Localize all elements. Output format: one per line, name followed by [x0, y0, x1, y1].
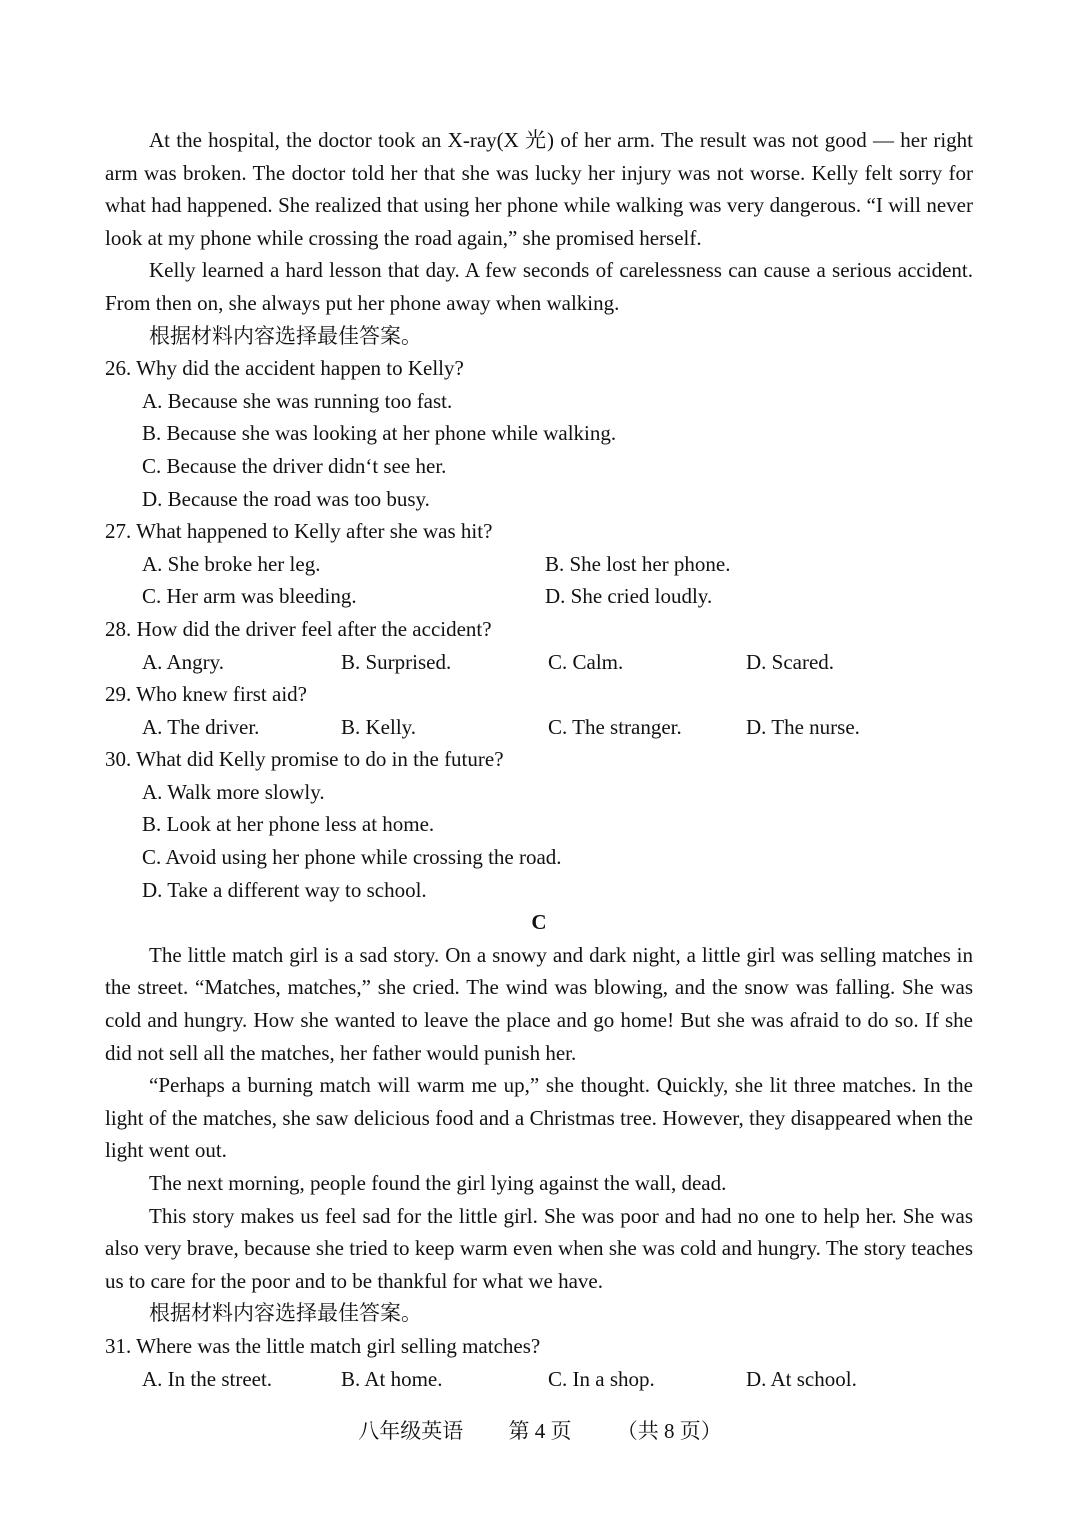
answer-option: D. Because the road was too busy.: [142, 486, 430, 511]
answer-option: D. Take a different way to school.: [142, 877, 427, 902]
exam-page-body: [105, 124, 973, 1395]
question-stem: 29. Who knew first aid?: [105, 682, 307, 707]
question-stem: 28. How did the driver feel after the accident?: [105, 616, 492, 641]
answer-option-row: [105, 1363, 973, 1396]
answer-option-row: [105, 580, 973, 613]
instruction-text: 根据材料内容选择最佳答案。: [149, 1301, 422, 1326]
answer-option: A. Because she was running too fast.: [142, 388, 453, 413]
answer-option: A. She broke her leg.: [142, 551, 321, 576]
answer-option: C. The stranger.: [548, 714, 682, 739]
answer-option: A. The driver.: [142, 714, 260, 739]
answer-option: C. Because the driver didn‘t see her.: [142, 453, 447, 478]
answer-option: B. She lost her phone.: [545, 551, 731, 576]
question-stem: 30. What did Kelly promise to do in the future?: [105, 747, 504, 772]
footer-subject: 八年级英语: [358, 1419, 464, 1443]
answer-option: C. In a shop.: [548, 1366, 655, 1391]
question-stem: 26. Why did the accident happen to Kelly?: [105, 356, 464, 381]
answer-option: D. At school.: [746, 1366, 857, 1391]
answer-option: C. Avoid using her phone while crossing the road.: [142, 845, 562, 870]
section-heading: C: [531, 910, 547, 935]
answer-option-row: [105, 548, 973, 581]
passage-b-paragraph: At the hospital, the doctor took an X-ray(X 光) of her arm. The result was not good — her right arm was broken. The doctor told her that she was lucky her injury was not worse. Kelly felt sorry for what had happened. She realized that using her phone while walking was very dangerous. “I will never look at my phone while crossing the road again,” she promised herself.: [105, 128, 973, 250]
passage-c-paragraph: “Perhaps a burning match will warm me up,” she thought. Quickly, she lit three matches. In the light of the matches, she saw delicious food and a Christmas tree. However, they disappeared when the light went out.: [105, 1073, 973, 1163]
passage-c-paragraph: The little match girl is a sad story. On a snowy and dark night, a little girl was selling matches in the street. “Matches, matches,” she cried. The wind was blowing, and the snow was falling. She was cold and hungry. How she wanted to leave the place and go home! But she was afraid to do so. If she did not sell all the matches, her father would punish her.: [105, 942, 973, 1065]
answer-option: D. She cried loudly.: [545, 584, 713, 609]
answer-option: B. Kelly.: [341, 714, 417, 739]
page-footer: [0, 1415, 1080, 1445]
answer-option: A. In the street.: [142, 1366, 273, 1391]
footer-total-pages: （共 8 页）: [616, 1419, 722, 1443]
answer-option: B. Surprised.: [341, 649, 452, 674]
answer-option: C. Her arm was bleeding.: [142, 584, 357, 609]
passage-c-paragraph: This story makes us feel sad for the little girl. She was poor and had no one to help her. She was also very brave, because she tried to keep warm even when she was cold and hungry. The story teaches us to care for the poor and to be thankful for what we have.: [105, 1203, 973, 1293]
answer-option: A. Walk more slowly.: [142, 779, 325, 804]
answer-option: A. Angry.: [142, 649, 225, 674]
question-stem: 31. Where was the little match girl selling matches?: [105, 1333, 541, 1358]
answer-option-row: [105, 646, 973, 679]
answer-option: C. Calm.: [548, 649, 624, 674]
footer-page-number: 第 4 页: [508, 1419, 572, 1443]
passage-b-paragraph: Kelly learned a hard lesson that day. A few seconds of carelessness can cause a serious accident. From then on, she always put her phone away when walking.: [105, 258, 973, 315]
question-stem: 27. What happened to Kelly after she was hit?: [105, 519, 493, 544]
instruction-text: 根据材料内容选择最佳答案。: [149, 323, 422, 348]
answer-option: D. The nurse.: [746, 714, 860, 739]
answer-option: D. Scared.: [746, 649, 835, 674]
answer-option: B. Look at her phone less at home.: [142, 812, 435, 837]
answer-option: B. At home.: [341, 1366, 443, 1391]
answer-option: B. Because she was looking at her phone while walking.: [142, 421, 617, 446]
answer-option-row: [105, 711, 973, 744]
passage-c-paragraph: The next morning, people found the girl lying against the wall, dead.: [149, 1171, 727, 1195]
